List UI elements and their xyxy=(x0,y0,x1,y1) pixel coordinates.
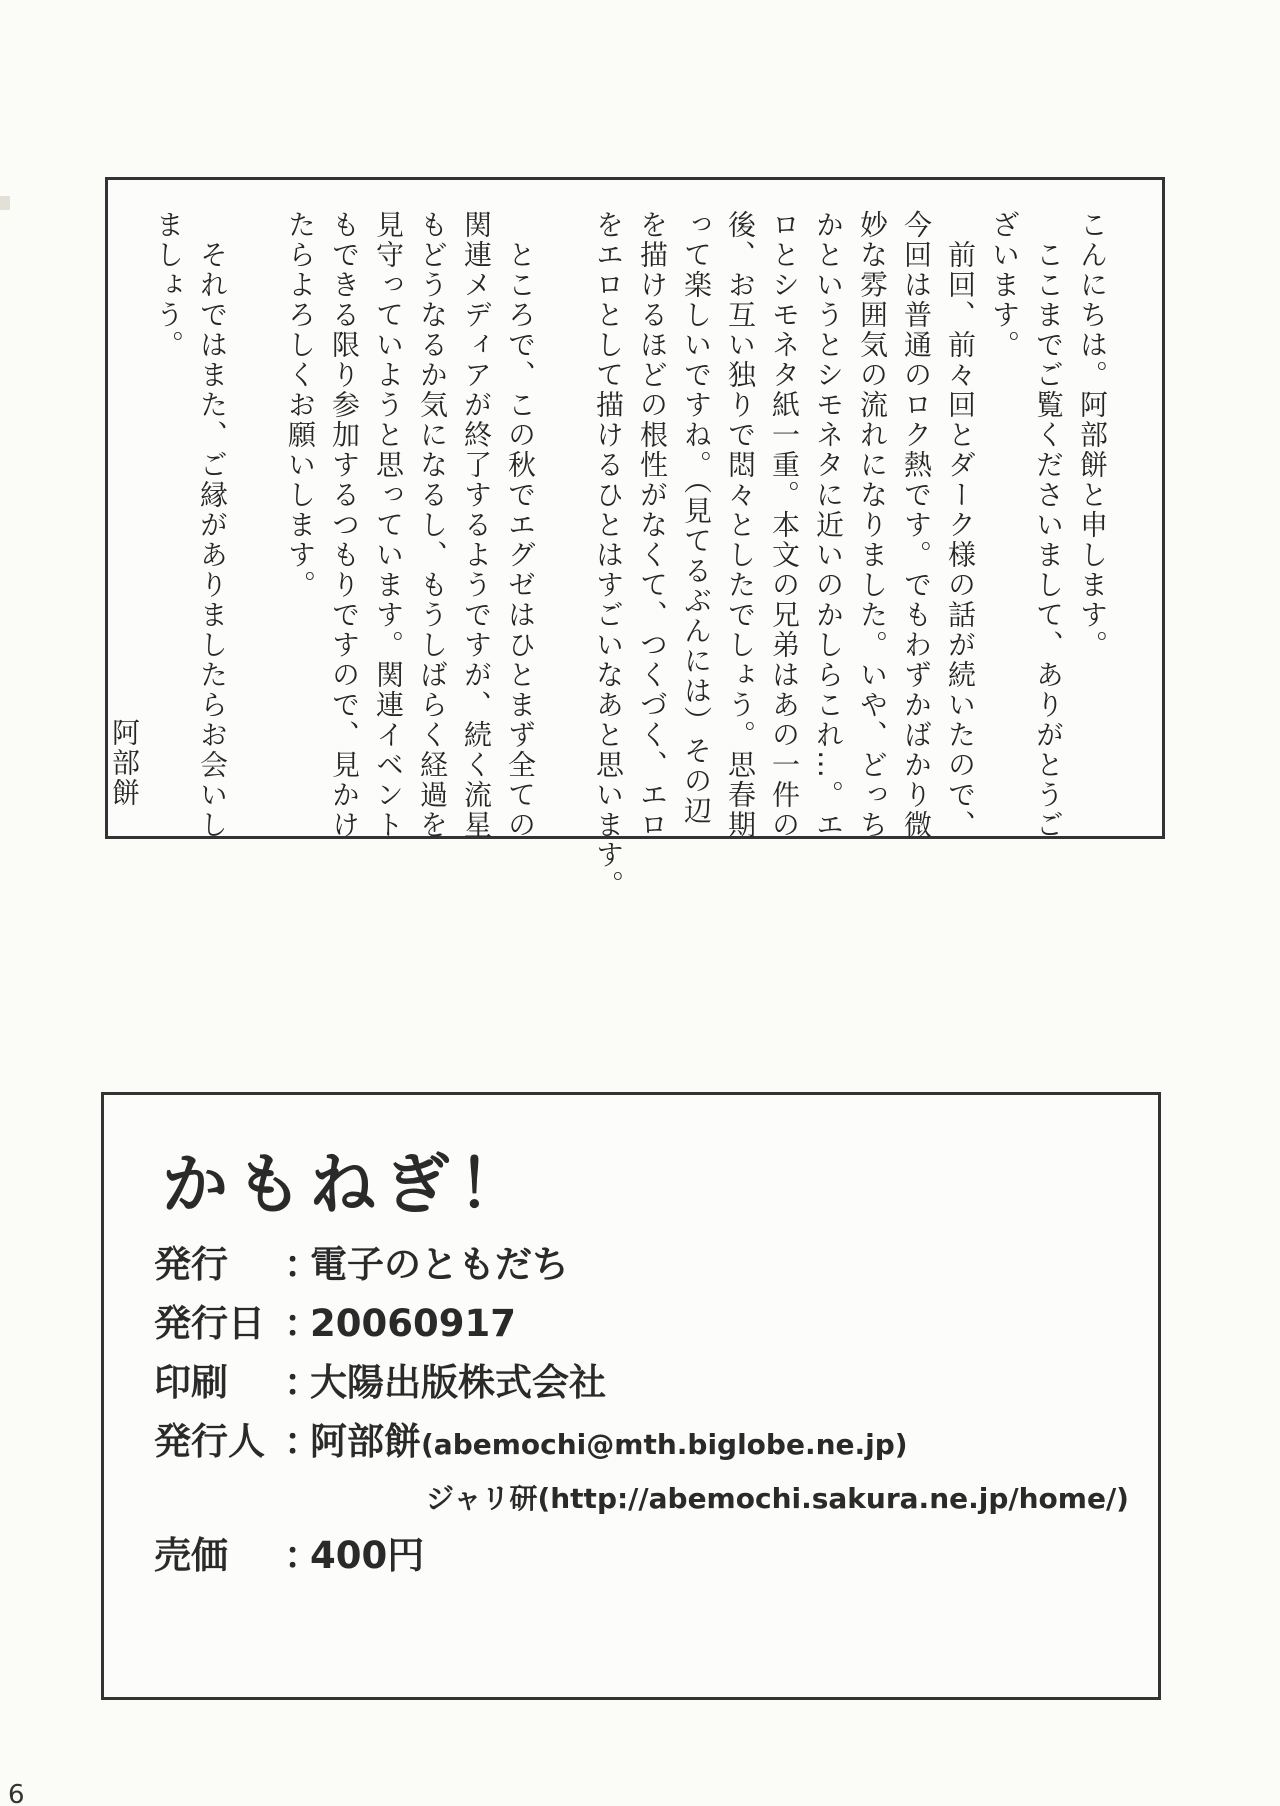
afterword-line: ここまでご覧くださいまして、ありがとうご xyxy=(1032,210,1065,840)
colophon-colon: ： xyxy=(284,1361,321,1404)
colophon-label: 売価 xyxy=(154,1534,228,1577)
afterword-line: こんにちは。阿部餅と申します。 xyxy=(1076,210,1109,660)
afterword-line: ざいます。 xyxy=(988,210,1021,360)
afterword-line: をエロとして描けるひとはすごいなあと思います。 xyxy=(592,210,625,900)
colophon-colon: ： xyxy=(284,1243,321,1286)
afterword-line: もできる限り参加するつもりですので、見かけ xyxy=(328,210,361,840)
colophon-colon: ： xyxy=(284,1302,321,1345)
page-number: 6 xyxy=(8,1780,25,1806)
colophon-value: 400円 xyxy=(310,1534,425,1577)
afterword-line: って楽しいですね。（見てるぶんには）その辺 xyxy=(680,210,713,826)
afterword-line: 見守っていようと思っています。関連イベント xyxy=(372,210,405,840)
colophon-label: 発行人 xyxy=(154,1420,265,1463)
afterword-line: もどうなるか気になるし、もうしばらく経過を xyxy=(416,210,449,840)
afterword-line: 前回、前々回とダーク様の話が続いたので、 xyxy=(944,210,977,840)
afterword-line: ところで、この秋でエグゼはひとまず全ての xyxy=(504,210,537,840)
afterword-line: 今回は普通のロク熱です。でもわずかばかり微 xyxy=(900,210,933,840)
colophon-value: 阿部餅 xyxy=(310,1420,421,1463)
afterword-signature: 阿部餅 xyxy=(108,718,141,808)
author-email: (abemochi@mth.biglobe.ne.jp) xyxy=(421,1428,908,1461)
colophon-value: 大陽出版株式会社 xyxy=(310,1361,606,1404)
colophon-box xyxy=(101,1092,1161,1700)
colophon-colon: ： xyxy=(284,1420,321,1463)
colophon-row-publisher xyxy=(154,1240,569,1290)
afterword-line: それではまた、ご縁がありましたらお会いし xyxy=(196,210,229,840)
colophon-title: かもねぎ！ xyxy=(162,1146,532,1223)
colophon-row-price xyxy=(154,1531,424,1581)
afterword-line: ましょう。 xyxy=(152,210,185,360)
afterword-line: 関連メディアが終了するようですが、続く流星 xyxy=(460,210,493,840)
colophon-label: 発行日 xyxy=(154,1302,265,1345)
colophon-value: 電子のともだち xyxy=(310,1243,569,1286)
afterword-text xyxy=(108,180,1162,900)
afterword-line: ロとシモネタ紙一重。本文の兄弟はあの一件の xyxy=(768,210,801,840)
colophon-row-date xyxy=(154,1299,516,1349)
afterword-line: たらよろしくお願いします。 xyxy=(284,210,317,600)
colophon-value: 20060917 xyxy=(310,1302,516,1345)
colophon-label: 印刷 xyxy=(154,1361,228,1404)
afterword-line: かというとシモネタに近いのかしらこれ…。エ xyxy=(812,210,845,840)
afterword-blank-line xyxy=(542,210,586,808)
colophon-label: 発行 xyxy=(154,1243,228,1286)
colophon-row-printer xyxy=(154,1358,606,1408)
colophon-row-author xyxy=(154,1417,908,1467)
colophon-colon: ： xyxy=(284,1534,321,1577)
afterword-line: 妙な雰囲気の流れになりました。いや、どっち xyxy=(856,210,889,840)
colophon-website: ジャリ研(http://abemochi.sakura.ne.jp/home/) xyxy=(426,1482,1129,1515)
scan-mark xyxy=(0,196,10,210)
afterword-box xyxy=(105,177,1165,900)
afterword-line: を描けるほどの根性がなくて、つくづく、エロ xyxy=(636,210,669,840)
afterword-line: 後、お互い独りで悶々としたでしょう。思春期 xyxy=(724,210,757,840)
afterword-blank-line xyxy=(234,210,278,808)
